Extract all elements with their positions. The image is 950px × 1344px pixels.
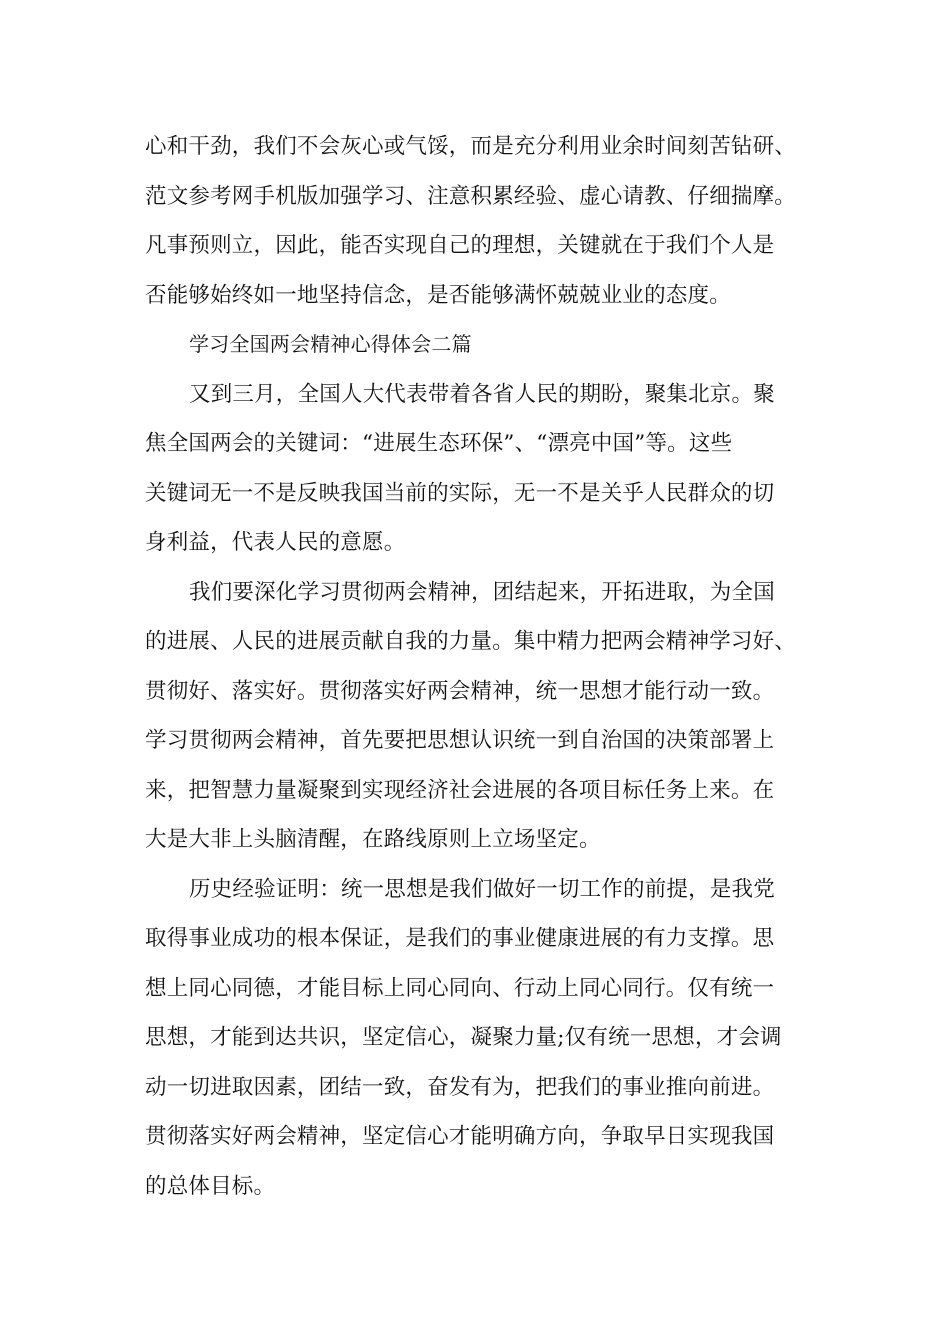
text-line: 关键词无一不是反映我国当前的实际，无一不是关乎人民群众的切 (145, 480, 775, 506)
text-line: 学习贯彻两会精神，首先要把思想认识统一到自治国的决策部署上 (145, 728, 775, 753)
text-line: 动一切进取因素，团结一致，奋发有为，把我们的事业推向前进。 (145, 1074, 775, 1100)
text-line: 来，把智慧力量凝聚到实现经济社会进展的各项目标任务上来。在 (145, 777, 775, 803)
text-line: 的进展、人民的进展贡献自我的力量。集中精力把两会精神学习好、 (145, 629, 797, 654)
text-line: 我们要深化学习贯彻两会精神，团结起来，开拓进取，为全国 (189, 579, 775, 605)
text-line: 的总体目标。 (145, 1173, 276, 1199)
section-heading (145, 320, 810, 370)
text-line: 身利益，代表人民的意愿。 (145, 530, 406, 555)
text-line: 想上同心同德，才能目标上同心同向、行动上同心同行。仅有统一 (145, 975, 775, 1001)
text-line: 取得事业成功的根本保证，是我们的事业健康进展的有力支撑。思 (145, 926, 775, 951)
text-line: 又到三月，全国人大代表带着各省人民的期盼，聚集北京。聚 (189, 381, 775, 407)
paragraph-continuation (145, 122, 810, 320)
text-line: 否能够始终如一地坚持信念，是否能够满怀兢兢业业的态度。 (145, 282, 731, 308)
heading-text: 学习全国两会精神心得体会二篇 (189, 332, 472, 356)
text-line: 焦全国两会的关键词：“进展生态环保”、“漂亮中国”等。这些 (145, 431, 733, 456)
text-line: 历史经验证明：统一思想是我们做好一切工作的前提，是我党 (189, 876, 775, 902)
text-line: 贯彻好、落实好。贯彻落实好两会精神，统一思想才能行动一致。 (145, 678, 775, 704)
text-line: 贯彻落实好两会精神，坚定信心才能明确方向，争取早日实现我国 (145, 1124, 775, 1149)
text-line: 心和干劲，我们不会灰心或气馁，而是充分利用业余时间刻苦钻研、 (145, 134, 797, 159)
paragraph-2 (145, 370, 810, 568)
document-body (145, 122, 810, 1211)
paragraph-3 (145, 568, 810, 865)
text-line: 凡事预则立，因此，能否实现自己的理想，关键就在于我们个人是 (145, 233, 775, 258)
text-line: 思想，才能到达共识，坚定信心，凝聚力量;仅有统一思想，才会调 (145, 1025, 782, 1050)
text-line: 范文参考网手机版加强学习、注意积累经验、虚心请教、仔细揣摩。 (145, 183, 797, 209)
paragraph-4 (145, 865, 810, 1212)
text-line: 大是大非上头脑清醒，在路线原则上立场坚定。 (145, 827, 601, 852)
